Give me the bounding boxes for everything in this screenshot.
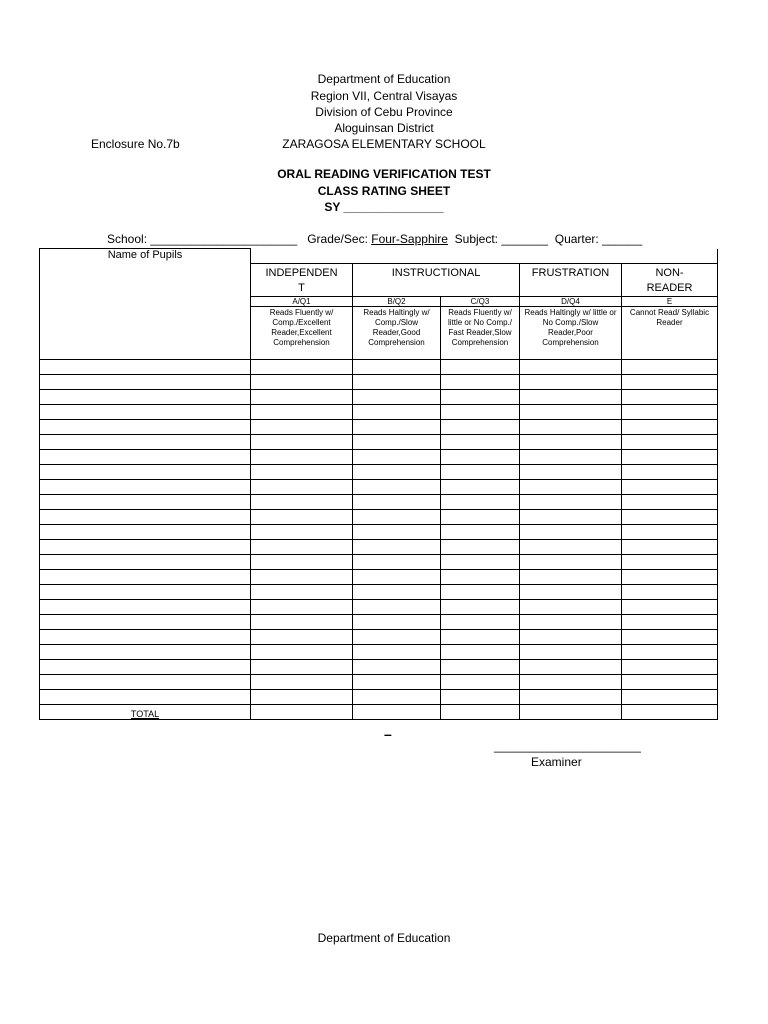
rating-cell[interactable] xyxy=(520,644,622,659)
rating-cell[interactable] xyxy=(622,539,718,554)
rating-cell[interactable] xyxy=(353,359,441,374)
level-instructional: INSTRUCTIONAL xyxy=(353,263,520,296)
rating-cell[interactable] xyxy=(251,494,353,509)
rating-cell[interactable] xyxy=(251,359,353,374)
rating-cell[interactable] xyxy=(251,554,353,569)
pupil-row xyxy=(40,689,718,704)
desc-b: Reads Haltingly w/ Comp./Slow Reader,Good Comprehension xyxy=(353,306,441,359)
pupil-row xyxy=(40,554,718,569)
enclosure-label: Enclosure No.7b xyxy=(91,137,180,151)
rating-cell[interactable] xyxy=(622,419,718,434)
grade-value: Four-Sapphire xyxy=(371,232,448,246)
rating-cell[interactable] xyxy=(520,554,622,569)
rating-cell[interactable] xyxy=(520,404,622,419)
pupil-row xyxy=(40,659,718,674)
rating-cell[interactable] xyxy=(251,644,353,659)
pupil-row xyxy=(40,614,718,629)
rating-cell[interactable] xyxy=(622,449,718,464)
rating-cell[interactable] xyxy=(353,449,441,464)
rating-cell[interactable] xyxy=(622,374,718,389)
rating-cell[interactable] xyxy=(251,464,353,479)
rating-cell[interactable] xyxy=(622,689,718,704)
pupil-name-cell[interactable] xyxy=(40,359,251,374)
rating-cell[interactable] xyxy=(251,434,353,449)
rating-cell[interactable] xyxy=(520,419,622,434)
rating-cell[interactable] xyxy=(441,374,520,389)
rating-cell[interactable] xyxy=(441,614,520,629)
rating-cell[interactable] xyxy=(520,434,622,449)
rating-cell[interactable] xyxy=(520,509,622,524)
rating-cell[interactable] xyxy=(353,539,441,554)
quarter-field: Quarter: ______ xyxy=(554,232,643,246)
desc-d: Reads Haltingly w/ little or No Comp./Slow Reader,Poor Comprehension xyxy=(520,306,622,359)
rating-cell[interactable] xyxy=(622,659,718,674)
pupil-row xyxy=(40,464,718,479)
rating-cell[interactable] xyxy=(441,629,520,644)
pupil-row xyxy=(40,674,718,689)
pupil-row xyxy=(40,629,718,644)
pupil-name-cell[interactable] xyxy=(40,584,251,599)
rating-cell[interactable] xyxy=(441,389,520,404)
pupil-row xyxy=(40,524,718,539)
pupil-name-cell[interactable] xyxy=(40,494,251,509)
rating-cell[interactable] xyxy=(353,524,441,539)
rating-cell[interactable] xyxy=(520,689,622,704)
header-department: Department of Education xyxy=(317,72,451,86)
rating-cell[interactable] xyxy=(622,359,718,374)
rating-cell[interactable] xyxy=(251,449,353,464)
rating-cell[interactable] xyxy=(622,509,718,524)
code-d: D/Q4 xyxy=(520,296,622,306)
rating-cell[interactable] xyxy=(441,644,520,659)
rating-cell[interactable] xyxy=(622,524,718,539)
pupil-row xyxy=(40,509,718,524)
pupil-name-cell[interactable] xyxy=(40,674,251,689)
subject-field: Subject: _______ xyxy=(454,232,549,246)
rating-cell[interactable] xyxy=(520,674,622,689)
pupil-name-cell[interactable] xyxy=(40,434,251,449)
pupil-name-cell[interactable] xyxy=(40,389,251,404)
rating-cell[interactable] xyxy=(622,464,718,479)
rating-cell[interactable] xyxy=(622,434,718,449)
rating-cell[interactable] xyxy=(353,419,441,434)
rating-cell[interactable] xyxy=(622,674,718,689)
rating-cell[interactable] xyxy=(251,599,353,614)
title-sheet: CLASS RATING SHEET xyxy=(317,184,451,198)
header-district: Aloguinsan District xyxy=(334,121,434,135)
pupil-row xyxy=(40,569,718,584)
header-school: ZARAGOSA ELEMENTARY SCHOOL xyxy=(282,137,486,151)
level-frustration: FRUSTRATION xyxy=(520,263,622,296)
rating-cell[interactable] xyxy=(353,689,441,704)
rating-cell[interactable] xyxy=(251,539,353,554)
rating-cell[interactable] xyxy=(622,494,718,509)
pupil-name-cell[interactable] xyxy=(40,509,251,524)
rating-cell[interactable] xyxy=(520,599,622,614)
pupil-row xyxy=(40,644,718,659)
rating-cell[interactable] xyxy=(353,434,441,449)
level-independent: INDEPENDEN T xyxy=(251,263,353,296)
rating-cell[interactable] xyxy=(251,614,353,629)
rating-cell[interactable] xyxy=(520,389,622,404)
rating-cell[interactable] xyxy=(622,389,718,404)
rating-cell[interactable] xyxy=(622,554,718,569)
pupil-row xyxy=(40,404,718,419)
pupil-name-cell[interactable] xyxy=(40,629,251,644)
rating-cell[interactable] xyxy=(520,464,622,479)
rating-cell[interactable] xyxy=(353,374,441,389)
school-field: School: ______________________ xyxy=(107,232,298,246)
footer-department: Department of Education xyxy=(317,931,451,945)
title-test: ORAL READING VERIFICATION TEST xyxy=(277,167,491,181)
pupil-name-cell[interactable] xyxy=(40,524,251,539)
rating-cell[interactable] xyxy=(520,524,622,539)
pupil-name-cell[interactable] xyxy=(40,404,251,419)
pupil-row xyxy=(40,449,718,464)
pupil-name-cell[interactable] xyxy=(40,614,251,629)
rating-cell[interactable] xyxy=(622,599,718,614)
pupil-row xyxy=(40,434,718,449)
rating-cell[interactable] xyxy=(251,524,353,539)
pupil-row xyxy=(40,359,718,374)
rating-cell[interactable] xyxy=(251,659,353,674)
pupil-row xyxy=(40,479,718,494)
header-division: Division of Cebu Province xyxy=(315,105,453,119)
pupil-name-cell[interactable] xyxy=(40,554,251,569)
pupil-name-cell[interactable] xyxy=(40,599,251,614)
examiner-label: Examiner xyxy=(531,755,582,769)
rating-cell[interactable] xyxy=(353,404,441,419)
rating-cell[interactable] xyxy=(520,629,622,644)
rating-cell[interactable] xyxy=(520,539,622,554)
rating-cell[interactable] xyxy=(353,584,441,599)
rating-cell[interactable] xyxy=(441,404,520,419)
rating-cell[interactable] xyxy=(520,614,622,629)
rating-cell[interactable] xyxy=(251,404,353,419)
rating-cell[interactable] xyxy=(251,479,353,494)
pupil-row xyxy=(40,419,718,434)
dash-mark: – xyxy=(384,726,392,742)
rating-cell[interactable] xyxy=(622,629,718,644)
rating-cell[interactable] xyxy=(353,569,441,584)
rating-cell[interactable] xyxy=(441,659,520,674)
rating-cell[interactable] xyxy=(441,434,520,449)
rating-cell[interactable] xyxy=(251,389,353,404)
rating-cell[interactable] xyxy=(441,569,520,584)
pupil-row xyxy=(40,494,718,509)
total-label: TOTAL xyxy=(40,704,251,719)
pupil-name-cell[interactable] xyxy=(40,569,251,584)
pupil-name-cell[interactable] xyxy=(40,479,251,494)
rating-cell[interactable] xyxy=(622,404,718,419)
rating-cell[interactable] xyxy=(441,464,520,479)
rating-cell[interactable] xyxy=(622,569,718,584)
rating-cell[interactable] xyxy=(441,599,520,614)
name-of-pupils-header: Name of Pupils xyxy=(40,249,251,264)
rating-cell[interactable] xyxy=(441,584,520,599)
pupil-row xyxy=(40,539,718,554)
rating-cell[interactable] xyxy=(353,554,441,569)
rating-cell[interactable] xyxy=(353,509,441,524)
rating-cell[interactable] xyxy=(251,419,353,434)
level-non-reader: NON- READER xyxy=(622,263,718,296)
rating-cell[interactable] xyxy=(441,509,520,524)
pupil-name-cell[interactable] xyxy=(40,419,251,434)
rating-cell[interactable] xyxy=(441,359,520,374)
pupil-row xyxy=(40,374,718,389)
code-a: A/Q1 xyxy=(251,296,353,306)
rating-cell[interactable] xyxy=(441,449,520,464)
pupil-name-cell[interactable] xyxy=(40,659,251,674)
rating-cell[interactable] xyxy=(520,584,622,599)
rating-cell[interactable] xyxy=(520,359,622,374)
rating-cell[interactable] xyxy=(622,644,718,659)
rating-cell[interactable] xyxy=(441,689,520,704)
title-sy: SY _______________ xyxy=(324,200,444,214)
code-e: E xyxy=(622,296,718,306)
rating-cell[interactable] xyxy=(353,644,441,659)
rating-cell[interactable] xyxy=(353,389,441,404)
rating-cell[interactable] xyxy=(520,449,622,464)
rating-cell[interactable] xyxy=(353,599,441,614)
grade-label: Grade/Sec: xyxy=(307,232,368,246)
rating-cell[interactable] xyxy=(622,584,718,599)
rating-cell[interactable] xyxy=(441,674,520,689)
rating-cell[interactable] xyxy=(622,614,718,629)
rating-cell[interactable] xyxy=(353,659,441,674)
rating-cell[interactable] xyxy=(251,569,353,584)
code-b: B/Q2 xyxy=(353,296,441,306)
rating-cell[interactable] xyxy=(622,479,718,494)
rating-cell[interactable] xyxy=(353,629,441,644)
rating-cell[interactable] xyxy=(520,569,622,584)
rating-cell[interactable] xyxy=(520,374,622,389)
examiner-signature-line[interactable]: ______________________ xyxy=(494,739,641,753)
desc-c: Reads Fluently w/ little or No Comp./ Fast Reader,Slow Comprehension xyxy=(441,306,520,359)
rating-cell[interactable] xyxy=(353,479,441,494)
pupil-row xyxy=(40,599,718,614)
rating-cell[interactable] xyxy=(251,629,353,644)
rating-cell[interactable] xyxy=(441,479,520,494)
pupil-row xyxy=(40,584,718,599)
rating-cell[interactable] xyxy=(353,614,441,629)
rating-cell[interactable] xyxy=(441,494,520,509)
rating-cell[interactable] xyxy=(353,674,441,689)
rating-cell[interactable] xyxy=(251,509,353,524)
rating-cell[interactable] xyxy=(441,539,520,554)
pupil-name-cell[interactable] xyxy=(40,374,251,389)
info-line xyxy=(107,232,642,246)
rating-cell[interactable] xyxy=(251,674,353,689)
rating-cell[interactable] xyxy=(520,494,622,509)
rating-cell[interactable] xyxy=(520,479,622,494)
rating-cell[interactable] xyxy=(441,419,520,434)
desc-a: Reads Fluently w/ Comp./Excellent Reader,Excellent Comprehension xyxy=(251,306,353,359)
header-region: Region VII, Central Visayas xyxy=(310,89,458,103)
pupil-name-cell[interactable] xyxy=(40,464,251,479)
pupil-name-cell[interactable] xyxy=(40,449,251,464)
pupil-name-cell[interactable] xyxy=(40,689,251,704)
rating-cell[interactable] xyxy=(353,494,441,509)
rating-cell[interactable] xyxy=(520,659,622,674)
rating-cell[interactable] xyxy=(441,524,520,539)
code-c: C/Q3 xyxy=(441,296,520,306)
pupil-row xyxy=(40,389,718,404)
rating-cell[interactable] xyxy=(441,554,520,569)
rating-cell[interactable] xyxy=(251,689,353,704)
desc-e: Cannot Read/ Syllabic Reader xyxy=(622,306,718,359)
pupil-name-cell[interactable] xyxy=(40,539,251,554)
rating-cell[interactable] xyxy=(251,374,353,389)
rating-table xyxy=(39,248,718,720)
pupil-name-cell[interactable] xyxy=(40,644,251,659)
rating-cell[interactable] xyxy=(353,464,441,479)
rating-cell[interactable] xyxy=(251,584,353,599)
